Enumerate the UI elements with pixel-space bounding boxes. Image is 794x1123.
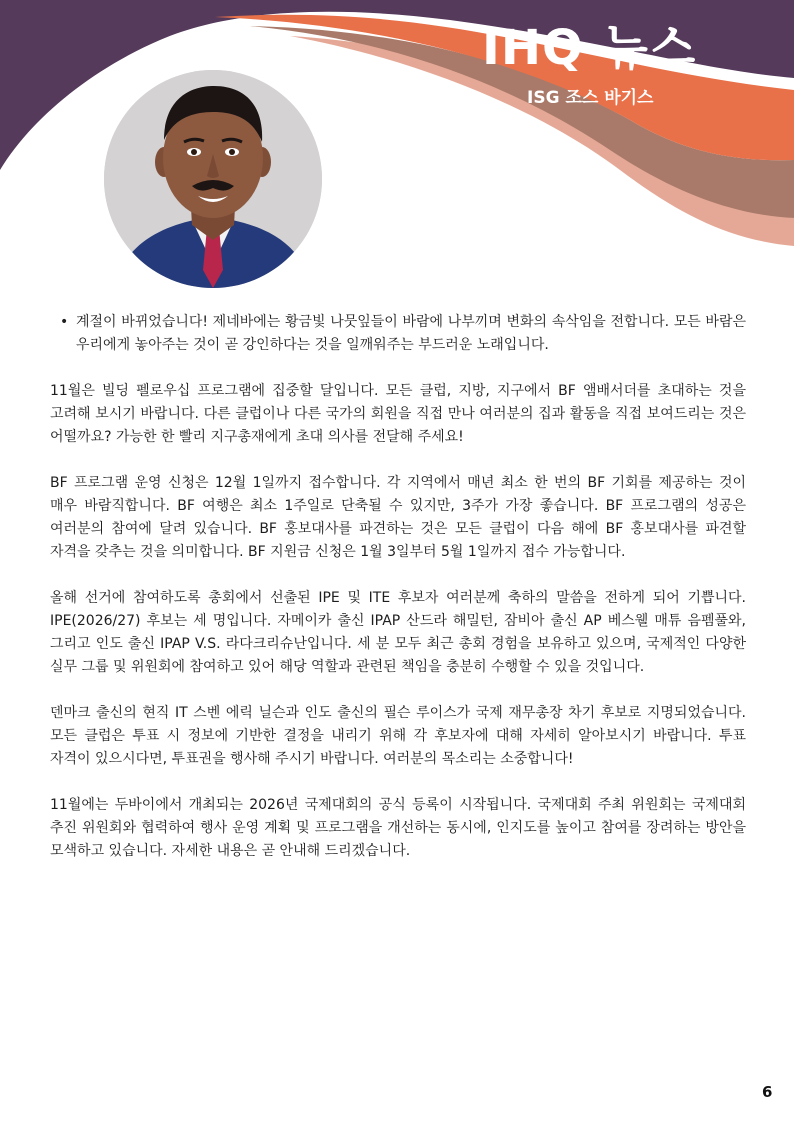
paragraph-convention-registration: 11월에는 두바이에서 개최되는 2026년 국제대회의 공식 등록이 시작됩니다. 국제대회 주최 위원회는 국제대회 추진 위원회와 협력하여 행사 운영 계획 및 프로그램을 개선하는 동시에, 인지도를 높이고 참여를 장려하는 방안을 모색하고 있습니다. 자세한 내용은 곧 안내해 드리겠습니다.: [50, 797, 746, 859]
bullet-item: • 계절이 바뀌었습니다! 제네바에는 황금빛 나뭇잎들이 바람에 나부끼며 변화의 속삭임을 전합니다. 모든 바람은 우리에게 놓아주는 것이 곧 강인하다는 것을 일깨워주는 부드러운 노래입니다.: [76, 311, 746, 357]
paragraph-bf-program: BF 프로그램 운영 신청은 12월 1일까지 접수합니다. 각 지역에서 매년 최소 한 번의 BF 기회를 제공하는 것이 매우 바람직합니다. BF 여행은 최소 1주일로 단축될 수 있지만, 3주가 가장 좋습니다. BF 프로그램의 성공은 여러분의 참여에 달려 있습니다. BF 홍보대사를 파견하는 것은 모든 클럽이 다음 해에 BF 홍보대사를 파견할 자격을 갖추는 것을 의미합니다. BF 지원금 신청은 1월 3일부터 5월 1일까지 접수 가능합니다.: [50, 475, 746, 560]
author-portrait: [104, 70, 322, 288]
portrait-photo-icon: [104, 70, 322, 288]
paragraph-bf-month: 11월은 빌딩 펠로우십 프로그램에 집중할 달입니다. 모든 클럽, 지방, 지구에서 BF 앰배서더를 초대하는 것을 고려해 보시기 바랍니다. 다른 클럽이나 다른 국가의 회원을 직접 만나 여러분의 집과 활동을 직접 보여드리는 것은 어떨까요? 가능한 한 빨리 지구총재에게 초대 의사를 전달해 주세요!: [50, 383, 746, 445]
page-number: 6: [762, 1083, 773, 1101]
article-body: [50, 311, 746, 886]
bullet-list: [50, 311, 746, 357]
paragraph-election-candidates: 올해 선거에 참여하도록 총회에서 선출된 IPE 및 ITE 후보자 여러분께 축하의 말씀을 전하게 되어 기쁩니다. IPE(2026/27) 후보는 세 명입니다. 자메이카 출신 IPAP 산드라 해밀턴, 잠비아 출신 AP 베스웰 매튜 음펨풀와, 그리고 인도 출신 IPAP V.S. 라다크리슈난입니다. 세 분 모두 최근 총회 경험을 보유하고 있으며, 국제적인 다양한 실무 그룹 및 위원회에 참여하고 있어 해당 역할과 관련된 책임을 충분히 수행할 수 있을 것입니다.: [50, 590, 746, 675]
newsletter-title: IHQ 뉴스: [482, 20, 697, 76]
newsletter-subtitle: ISG 조스 바기스: [527, 88, 654, 108]
paragraph-treasurer-candidates: 덴마크 출신의 현직 IT 스벤 에릭 닐슨과 인도 출신의 필슨 루이스가 국제 재무총장 차기 후보로 지명되었습니다. 모든 클럽은 투표 시 정보에 기반한 결정을 내리기 위해 각 후보자에 대해 자세히 알아보시기 바랍니다. 투표 자격이 있으시다면, 투표권을 행사해 주시기 바랍니다. 여러분의 목소리는 소중합니다!: [50, 705, 746, 767]
